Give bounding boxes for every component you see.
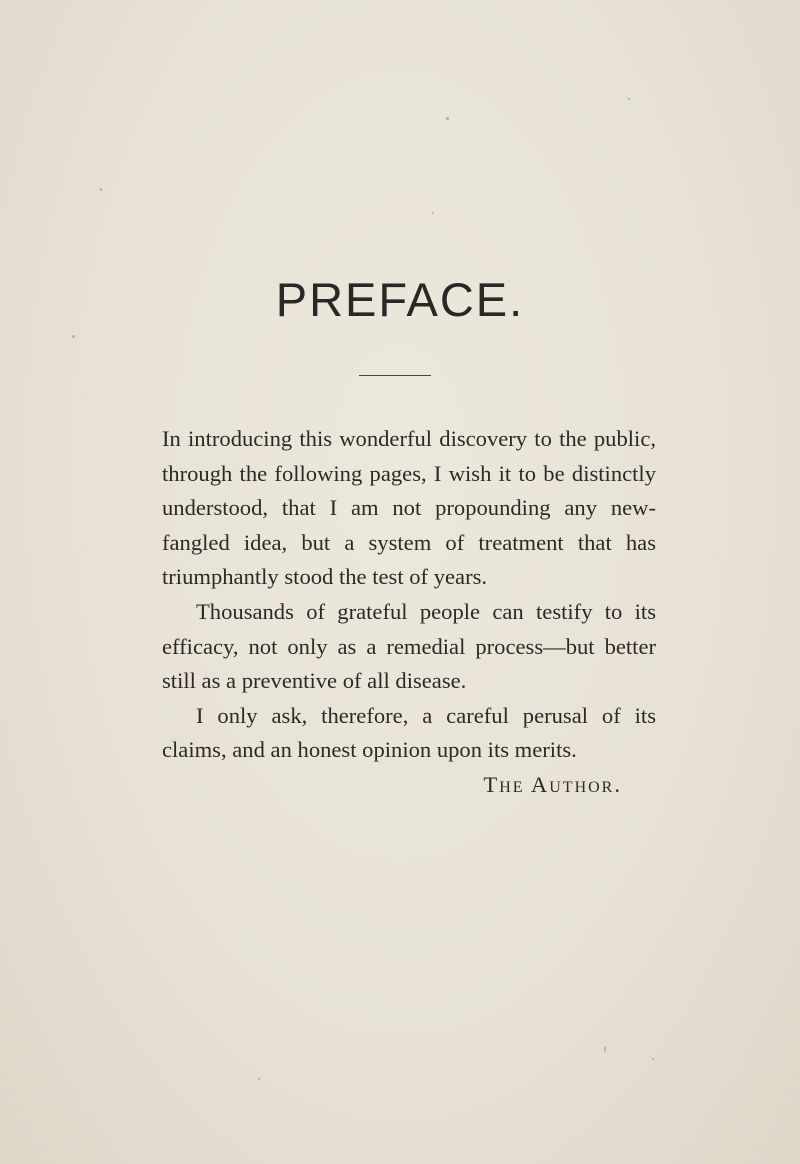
preface-paragraph-2: Thousands of grateful people can testify to its efficacy, not only as a remedial process—but better still as a preventive of all disease. bbox=[162, 598, 656, 694]
title-divider bbox=[359, 375, 431, 376]
preface-paragraph-1: In introducing this wonderful discovery to the public, through the following pages, I wish it to be distinctly understood, that I am not propounding any new-fangled idea, but a system of treatment that has triumphantly stood the test of years. bbox=[162, 426, 656, 590]
preface-paragraph-3: I only ask, therefore, a careful perusal of its claims, and an honest opinion upon its merits. bbox=[162, 702, 656, 763]
paper-speck bbox=[652, 1058, 654, 1060]
paper-speck bbox=[72, 335, 75, 338]
author-signature: The Author. bbox=[483, 772, 622, 797]
paper-speck bbox=[446, 117, 449, 120]
paper-speck bbox=[432, 212, 434, 214]
preface-body bbox=[162, 422, 656, 768]
page-title: PREFACE. bbox=[275, 273, 525, 326]
paper-speck bbox=[628, 98, 630, 100]
paper-speck bbox=[604, 1046, 606, 1052]
paper-speck bbox=[100, 188, 102, 191]
paper-speck bbox=[258, 1078, 260, 1080]
